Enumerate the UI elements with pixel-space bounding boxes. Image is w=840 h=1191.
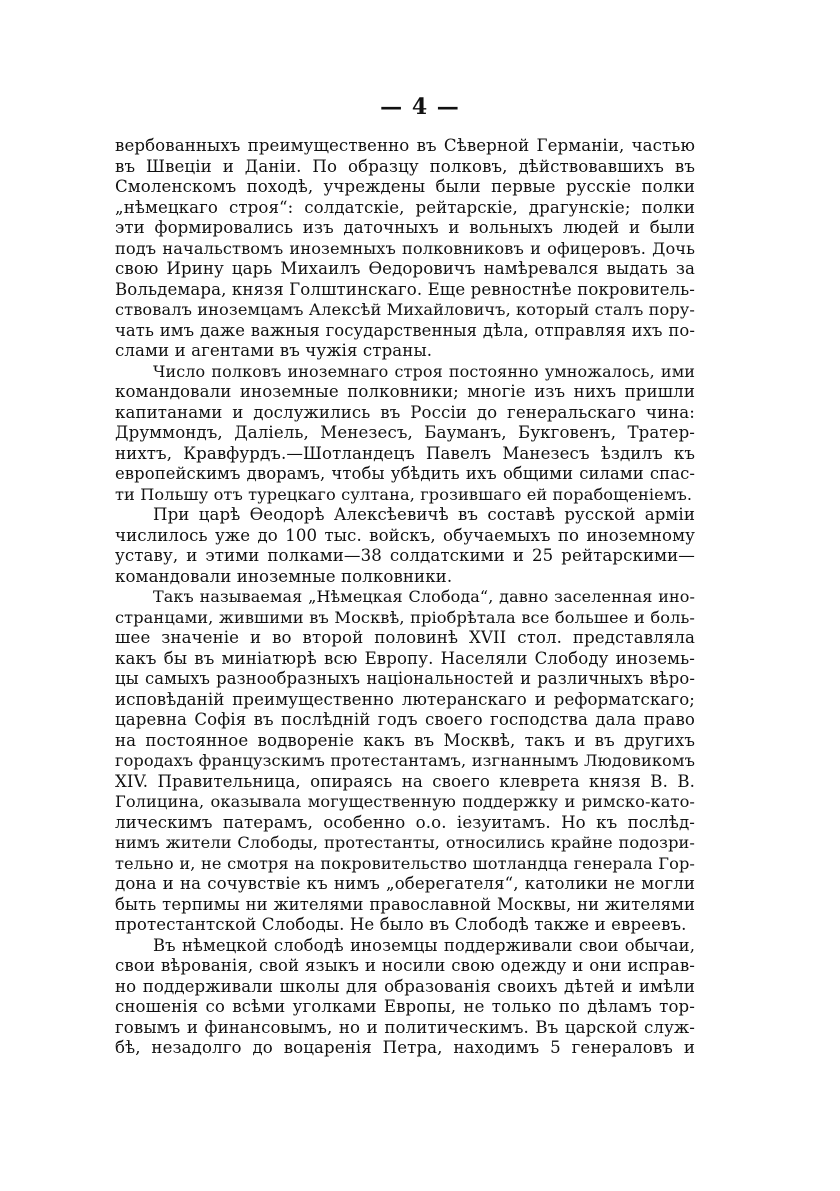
text-line: слами и агентами въ чужія страны. [115,341,433,360]
text-line: командовали иноземные полковники; многіе изъ нихъ пришли [115,382,695,401]
text-line: европейскимъ дворамъ, чтобы убѣдить ихъ общими силами спас- [115,464,695,483]
text-line: ти Польшу отъ турецкаго султана, грозившаго ей порабощеніемъ. [115,484,693,504]
text-line: ствовалъ иноземцамъ Алексѣй Михайловичъ, который сталъ пору- [115,300,695,319]
text-line: нихтъ, Кравфурдъ.—Шотландецъ Павелъ Манезесъ ѣздилъ къ [115,443,695,463]
text-line: Голицина, оказывала могущественную поддержку и римско-като- [115,792,695,811]
text-line: Въ нѣмецкой слободѣ иноземцы поддерживали свои обычаи, [153,935,695,955]
text-line: свои вѣрованія, свой языкъ и носили свою одежду и они исправ- [115,956,695,975]
text-line: вербованныхъ преимущественно въ Сѣверной Германіи, частью [115,136,695,155]
text-line: Такъ называемая „Нѣмецкая Слобода“, давно заселенная ино- [153,587,695,606]
text-line: на постоянное водвореніе какъ въ Москвѣ, такъ и въ другихъ [115,730,695,750]
text-line: капитанами и дослужились въ Россіи до генеральскаго чина: [115,402,695,422]
text-line: царевна Софія въ послѣдній годъ своего господства дала право [115,710,695,729]
text-line: бѣ, незадолго до воцаренія Петра, находимъ 5 генераловъ и [115,1038,695,1057]
text-line: Друммондъ, Даліель, Менезесъ, Бауманъ, Букговенъ, Тратер- [115,423,695,442]
text-line: „нѣмецкаго строя“: солдатскіе, рейтарскіе, драгунскіе; полки [115,197,695,217]
text-line: Смоленскомъ походѣ, учреждены были первые русскіе полки [115,177,695,196]
text-line: числилось уже до 100 тыс. войскъ, обучаемыхъ по иноземному [115,525,695,545]
body-text [115,136,695,1059]
text-line: странцами, жившими въ Москвѣ, пріобрѣтала все большее и боль- [115,607,695,627]
text-line: лическимъ патерамъ, особенно о.о. іезуитамъ. Но къ послѣд- [115,812,695,832]
text-line: какъ бы въ миніатюрѣ всю Европу. Населяли Слободу иноземь- [115,648,695,668]
text-line: Число полковъ иноземнаго строя постоянно умножалось, ими [153,361,695,381]
text-line: протестантской Слободы. Не было въ Слободѣ также и евреевъ. [115,915,687,934]
text-line: уставу, и этими полками—38 солдатскими и 25 рейтарскими— [115,546,695,565]
page-number: — 4 — [380,94,460,120]
text-line: но поддерживали школы для образованія своихъ дѣтей и имѣли [115,976,695,996]
text-line: Вольдемара, князя Голштинскаго. Еще ревностнѣе покровитель- [115,279,696,299]
text-line: нимъ жители Слободы, протестанты, относились крайне подозри- [115,833,695,852]
text-line: свою Ирину царь Михаилъ Ѳедоровичъ намѣревался выдать за [115,259,695,278]
text-line: городахъ французскимъ протестантамъ, изгнаннымъ Людовикомъ [115,751,695,770]
text-line: При царѣ Ѳеодорѣ Алексѣевичѣ въ составѣ русской арміи [153,505,695,524]
text-line: сношенія со всѣми уголками Европы, не только по дѣламъ тор- [115,997,695,1016]
text-line: XIV. Правительница, опираясь на своего клеврета князя В. В. [115,771,695,791]
text-line: быть терпимы ни жителями православной Москвы, ни жителями [115,894,695,914]
text-line: въ Швеціи и Даніи. По образцу полковъ, дѣйствовавшихъ въ [115,156,695,176]
text-line: тельно и, не смотря на покровительство шотландца генерала Гор- [115,853,695,873]
text-line: шее значеніе и во второй половинѣ XVII стол. представляла [115,628,695,647]
text-line: командовали иноземные полковники. [115,566,453,586]
text-line: чать имъ даже важныя государственныя дѣла, отправляя ихъ по- [115,320,695,340]
text-line: подъ начальствомъ иноземныхъ полковниковъ и офицеровъ. Дочь [115,238,695,258]
text-line: дона и на сочувствіе къ нимъ „оберегателя“, католики не могли [115,874,695,893]
text-line: исповѣданій преимущественно лютеранскаго и реформатскаго; [115,689,695,709]
text-line: цы самыхъ разнообразныхъ національностей и различныхъ вѣро- [115,669,695,688]
text-line: говымъ и финансовымъ, но и политическимъ. Въ царской служ- [115,1017,695,1037]
text-line: эти формировались изъ даточныхъ и вольныхъ людей и были [115,218,695,237]
